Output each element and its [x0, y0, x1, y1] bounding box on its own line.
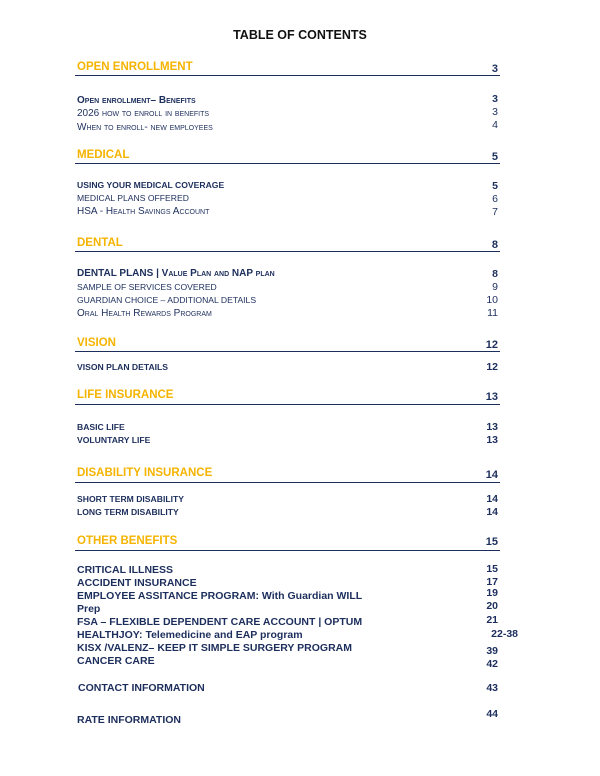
- toc-item-prep[interactable]: Prep: [77, 603, 101, 615]
- toc-item-rate-information[interactable]: RATE INFORMATION: [77, 714, 182, 726]
- section-heading-open-enrollment[interactable]: OPEN ENROLLMENT: [77, 61, 193, 73]
- toc-page: 42: [486, 658, 498, 670]
- toc-page: 14: [486, 493, 498, 505]
- toc-item-voluntary-life[interactable]: VOLUNTARY LIFE: [77, 435, 151, 445]
- section-divider: [75, 482, 500, 483]
- toc-page: 17: [486, 576, 498, 588]
- section-page-life-insurance: 13: [485, 391, 498, 403]
- toc-page: 10: [486, 294, 498, 306]
- toc-page: 12: [486, 361, 498, 373]
- toc-page: 15: [486, 563, 498, 575]
- section-page-medical: 5: [491, 151, 498, 163]
- section-heading-vision[interactable]: VISION: [77, 337, 116, 349]
- toc-item-open-enrollment-benefits[interactable]: Open enrollment– Benefits: [77, 95, 196, 106]
- toc-page: 44: [486, 708, 498, 720]
- section-heading-life-insurance[interactable]: LIFE INSURANCE: [77, 389, 174, 401]
- toc-item-oral-health-rewards[interactable]: Oral Health Rewards Program: [77, 308, 212, 319]
- toc-page: 6: [492, 193, 498, 205]
- toc-page: 5: [492, 180, 498, 192]
- toc-page: 13: [486, 434, 498, 446]
- section-heading-medical[interactable]: MEDICAL: [77, 149, 130, 161]
- toc-item-employee-assistance-program[interactable]: EMPLOYEE ASSITANCE PROGRAM: With Guardian WILL: [77, 590, 363, 602]
- toc-item-healthjoy[interactable]: HEALTHJOY: Telemedicine and EAP program: [77, 629, 303, 641]
- toc-page: 43: [486, 682, 498, 694]
- section-divider: [75, 404, 500, 405]
- toc-item-how-to-enroll[interactable]: 2026 how to enroll in benefits: [77, 108, 210, 119]
- toc-page: 9: [492, 281, 498, 293]
- section-page-vision: 12: [485, 339, 498, 351]
- toc-item-accident-insurance[interactable]: ACCIDENT INSURANCE: [77, 577, 197, 589]
- section-heading-disability-insurance[interactable]: DISABILITY INSURANCE: [77, 467, 213, 479]
- section-divider: [75, 550, 500, 551]
- section-divider: [75, 351, 500, 352]
- section-heading-other-benefits[interactable]: OTHER BENEFITS: [77, 535, 178, 547]
- toc-page: 14: [486, 506, 498, 518]
- section-divider: [75, 251, 500, 252]
- toc-page: 7: [492, 206, 498, 218]
- toc-page: 4: [492, 119, 498, 131]
- toc-page: 8: [492, 268, 498, 280]
- toc-item-kisx-valenz[interactable]: KISX /VALENZ– KEEP IT SIMPLE SURGERY PROGRAM: [77, 642, 352, 654]
- toc-item-hsa[interactable]: HSA - Health Savings Account: [77, 206, 210, 217]
- toc-item-sample-services[interactable]: SAMPLE OF SERVICES COVERED: [77, 282, 217, 292]
- toc-item-guardian-choice[interactable]: GUARDIAN CHOICE – ADDITIONAL DETAILS: [77, 295, 257, 305]
- section-page-dental: 8: [491, 239, 498, 251]
- section-page-other-benefits: 15: [485, 536, 498, 548]
- section-page-open-enrollment: 3: [491, 63, 498, 75]
- toc-item-medical-plans-offered[interactable]: MEDICAL PLANS OFFERED: [77, 193, 189, 203]
- toc-page: 19: [486, 587, 498, 599]
- toc-item-fsa-dependent-care[interactable]: FSA – FLEXIBLE DEPENDENT CARE ACCOUNT | OPTUM: [77, 616, 363, 628]
- section-page-disability-insurance: 14: [485, 469, 498, 481]
- toc-item-short-term-disability[interactable]: SHORT TERM DISABILITY: [77, 494, 184, 504]
- toc-page: 11: [487, 307, 498, 319]
- toc-item-basic-life[interactable]: BASIC LIFE: [77, 422, 125, 432]
- toc-page: 3: [492, 93, 498, 105]
- toc-page: 20: [486, 600, 498, 612]
- toc-page: 13: [486, 421, 498, 433]
- section-divider: [75, 75, 500, 76]
- toc-item-critical-illness[interactable]: CRITICAL ILLNESS: [77, 564, 174, 576]
- toc-item-cancer-care[interactable]: CANCER CARE: [77, 655, 155, 667]
- page-title: TABLE OF CONTENTS: [233, 28, 367, 42]
- toc-item-contact-information[interactable]: CONTACT INFORMATION: [78, 682, 205, 694]
- toc-page: 21: [486, 614, 498, 626]
- toc-item-vision-plan-details[interactable]: VISON PLAN DETAILS: [77, 362, 169, 372]
- toc-page: 22-38: [491, 628, 518, 640]
- toc-item-long-term-disability[interactable]: LONG TERM DISABILITY: [77, 507, 179, 517]
- toc-item-dental-plans[interactable]: DENTAL PLANS | Value Plan and NAP plan: [77, 268, 275, 279]
- toc-item-using-medical-coverage[interactable]: USING YOUR MEDICAL COVERAGE: [77, 180, 225, 190]
- section-divider: [75, 163, 500, 164]
- toc-item-when-to-enroll[interactable]: When to enroll- new employees: [77, 122, 213, 133]
- section-heading-dental[interactable]: DENTAL: [77, 237, 123, 249]
- toc-page: 3: [492, 106, 498, 118]
- toc-page: 39: [486, 645, 498, 657]
